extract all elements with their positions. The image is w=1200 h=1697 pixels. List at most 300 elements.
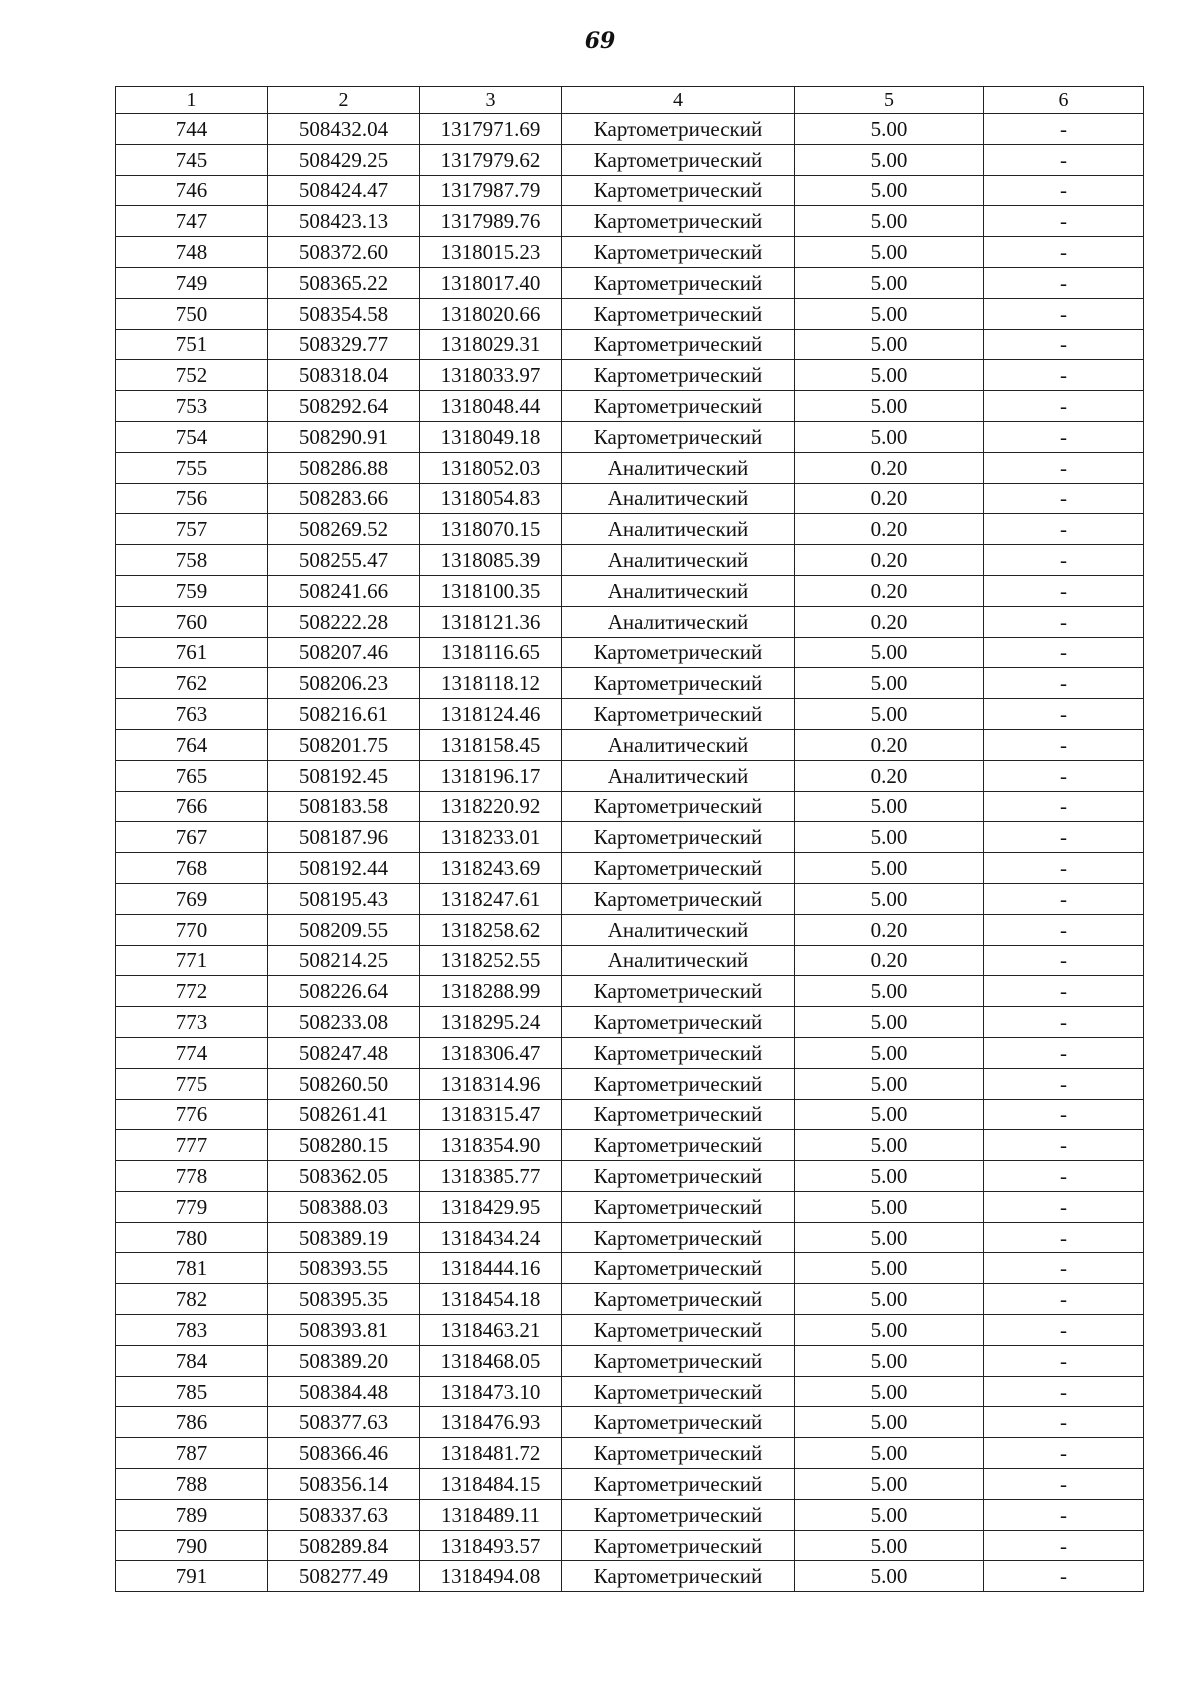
table-body xyxy=(116,114,1144,1592)
table-cell: 788 xyxy=(116,1469,268,1500)
table-cell: Аналитический xyxy=(562,760,795,791)
table-cell: Картометрический xyxy=(562,1530,795,1561)
table-cell: - xyxy=(984,606,1144,637)
table-cell: 5.00 xyxy=(795,421,984,452)
table-cell: 508261.41 xyxy=(268,1099,420,1130)
table-cell: 508192.45 xyxy=(268,760,420,791)
table-cell: Аналитический xyxy=(562,575,795,606)
table-cell: 761 xyxy=(116,637,268,668)
table-cell: 508393.55 xyxy=(268,1253,420,1284)
table-cell: 1317971.69 xyxy=(420,114,562,145)
table-cell: 508384.48 xyxy=(268,1376,420,1407)
table-cell: 508269.52 xyxy=(268,514,420,545)
table-cell: 1318481.72 xyxy=(420,1438,562,1469)
table-cell: 5.00 xyxy=(795,298,984,329)
table-cell: 5.00 xyxy=(795,1284,984,1315)
table-cell: Картометрический xyxy=(562,267,795,298)
table-cell: 0.20 xyxy=(795,575,984,606)
table-cell: - xyxy=(984,298,1144,329)
table-cell: 757 xyxy=(116,514,268,545)
table-cell: 774 xyxy=(116,1037,268,1068)
table-cell: 5.00 xyxy=(795,114,984,145)
table-row xyxy=(116,329,1144,360)
table-row xyxy=(116,1191,1144,1222)
table-cell: 508289.84 xyxy=(268,1530,420,1561)
table-cell: 508207.46 xyxy=(268,637,420,668)
table-cell: 1317989.76 xyxy=(420,206,562,237)
table-cell: 1318118.12 xyxy=(420,668,562,699)
table-row xyxy=(116,1284,1144,1315)
table-cell: - xyxy=(984,1315,1144,1346)
table-cell: Картометрический xyxy=(562,206,795,237)
table-cell: - xyxy=(984,853,1144,884)
table-cell: 508283.66 xyxy=(268,483,420,514)
column-header: 2 xyxy=(268,87,420,114)
table-cell: - xyxy=(984,914,1144,945)
table-row xyxy=(116,1253,1144,1284)
table-cell: 783 xyxy=(116,1315,268,1346)
table-cell: - xyxy=(984,1222,1144,1253)
table-cell: 1318444.16 xyxy=(420,1253,562,1284)
table-cell: Картометрический xyxy=(562,1499,795,1530)
table-cell: Картометрический xyxy=(562,883,795,914)
table-row xyxy=(116,452,1144,483)
table-cell: Картометрический xyxy=(562,114,795,145)
table-cell: 1318463.21 xyxy=(420,1315,562,1346)
table-cell: Картометрический xyxy=(562,1007,795,1038)
table-cell: 787 xyxy=(116,1438,268,1469)
table-cell: - xyxy=(984,267,1144,298)
table-cell: - xyxy=(984,1530,1144,1561)
table-row xyxy=(116,822,1144,853)
table-cell: Картометрический xyxy=(562,1037,795,1068)
table-cell: 508354.58 xyxy=(268,298,420,329)
table-cell: 508214.25 xyxy=(268,945,420,976)
table-cell: 5.00 xyxy=(795,1345,984,1376)
table-cell: 1318052.03 xyxy=(420,452,562,483)
table-cell: 508389.19 xyxy=(268,1222,420,1253)
table-cell: 508292.64 xyxy=(268,391,420,422)
table-cell: 1317979.62 xyxy=(420,144,562,175)
table-row xyxy=(116,1222,1144,1253)
table-cell: 1318116.65 xyxy=(420,637,562,668)
table-cell: 5.00 xyxy=(795,391,984,422)
table-cell: - xyxy=(984,668,1144,699)
table-row xyxy=(116,1315,1144,1346)
table-row xyxy=(116,206,1144,237)
table-cell: 1318048.44 xyxy=(420,391,562,422)
table-cell: 5.00 xyxy=(795,883,984,914)
table-row xyxy=(116,545,1144,576)
table-cell: 752 xyxy=(116,360,268,391)
table-cell: 764 xyxy=(116,729,268,760)
table-cell: - xyxy=(984,822,1144,853)
table-cell: 758 xyxy=(116,545,268,576)
table-cell: 508255.47 xyxy=(268,545,420,576)
table-cell: 760 xyxy=(116,606,268,637)
table-cell: Картометрический xyxy=(562,1407,795,1438)
table-cell: 1318196.17 xyxy=(420,760,562,791)
table-cell: 5.00 xyxy=(795,1130,984,1161)
table-row xyxy=(116,575,1144,606)
table-cell: 1318220.92 xyxy=(420,791,562,822)
table-cell: 508377.63 xyxy=(268,1407,420,1438)
table-cell: 1318158.45 xyxy=(420,729,562,760)
table-cell: 508201.75 xyxy=(268,729,420,760)
table-row xyxy=(116,699,1144,730)
table-row xyxy=(116,391,1144,422)
table-cell: 1318033.97 xyxy=(420,360,562,391)
table-cell: 508280.15 xyxy=(268,1130,420,1161)
table-cell: Картометрический xyxy=(562,175,795,206)
table-cell: 1318306.47 xyxy=(420,1037,562,1068)
table-cell: 5.00 xyxy=(795,1191,984,1222)
table-cell: 1318315.47 xyxy=(420,1099,562,1130)
table-cell: 1318258.62 xyxy=(420,914,562,945)
table-row xyxy=(116,791,1144,822)
table-cell: 778 xyxy=(116,1161,268,1192)
table-cell: 508206.23 xyxy=(268,668,420,699)
table-cell: 0.20 xyxy=(795,545,984,576)
table-cell: 1318314.96 xyxy=(420,1068,562,1099)
table-cell: 5.00 xyxy=(795,206,984,237)
table-cell: 5.00 xyxy=(795,1438,984,1469)
table-cell: 5.00 xyxy=(795,1530,984,1561)
table-cell: 745 xyxy=(116,144,268,175)
table-cell: Картометрический xyxy=(562,791,795,822)
table-cell: 754 xyxy=(116,421,268,452)
table-cell: 781 xyxy=(116,1253,268,1284)
table-cell: 1318085.39 xyxy=(420,545,562,576)
table-cell: 1318493.57 xyxy=(420,1530,562,1561)
table-row xyxy=(116,1345,1144,1376)
table-cell: - xyxy=(984,575,1144,606)
table-cell: 773 xyxy=(116,1007,268,1038)
table-cell: 5.00 xyxy=(795,976,984,1007)
table-cell: Картометрический xyxy=(562,1284,795,1315)
table-row xyxy=(116,760,1144,791)
table-cell: 0.20 xyxy=(795,606,984,637)
table-cell: 508429.25 xyxy=(268,144,420,175)
table-cell: 775 xyxy=(116,1068,268,1099)
table-cell: 5.00 xyxy=(795,267,984,298)
table-cell: 508183.58 xyxy=(268,791,420,822)
table-cell: 5.00 xyxy=(795,1037,984,1068)
table-cell: 1318473.10 xyxy=(420,1376,562,1407)
table-cell: 1318484.15 xyxy=(420,1469,562,1500)
table-row xyxy=(116,267,1144,298)
table-cell: 5.00 xyxy=(795,1469,984,1500)
table-cell: 508226.64 xyxy=(268,976,420,1007)
table-cell: 508187.96 xyxy=(268,822,420,853)
table-cell: 755 xyxy=(116,452,268,483)
table-cell: 508192.44 xyxy=(268,853,420,884)
table-cell: - xyxy=(984,1253,1144,1284)
table-cell: 5.00 xyxy=(795,791,984,822)
table-cell: 508389.20 xyxy=(268,1345,420,1376)
table-cell: 5.00 xyxy=(795,668,984,699)
table-cell: 508388.03 xyxy=(268,1191,420,1222)
table-cell: 786 xyxy=(116,1407,268,1438)
table-cell: 1318434.24 xyxy=(420,1222,562,1253)
table-cell: 1318494.08 xyxy=(420,1561,562,1592)
table-cell: 766 xyxy=(116,791,268,822)
table-row xyxy=(116,1161,1144,1192)
column-header: 5 xyxy=(795,87,984,114)
table-cell: 5.00 xyxy=(795,637,984,668)
table-cell: Аналитический xyxy=(562,545,795,576)
table-row xyxy=(116,668,1144,699)
table-cell: 753 xyxy=(116,391,268,422)
table-cell: 1318454.18 xyxy=(420,1284,562,1315)
table-cell: - xyxy=(984,1469,1144,1500)
table-cell: 1318017.40 xyxy=(420,267,562,298)
table-cell: 508247.48 xyxy=(268,1037,420,1068)
table-cell: 770 xyxy=(116,914,268,945)
table-cell: 5.00 xyxy=(795,360,984,391)
table-cell: Картометрический xyxy=(562,699,795,730)
table-cell: Аналитический xyxy=(562,483,795,514)
table-cell: 763 xyxy=(116,699,268,730)
table-cell: 785 xyxy=(116,1376,268,1407)
table-cell: Аналитический xyxy=(562,514,795,545)
table-cell: 508432.04 xyxy=(268,114,420,145)
table-cell: 508195.43 xyxy=(268,883,420,914)
table-cell: 789 xyxy=(116,1499,268,1530)
page-number: 69 xyxy=(584,28,616,54)
table-cell: Картометрический xyxy=(562,421,795,452)
table-cell: Картометрический xyxy=(562,391,795,422)
table-cell: 508356.14 xyxy=(268,1469,420,1500)
table-cell: Аналитический xyxy=(562,606,795,637)
table-cell: 508395.35 xyxy=(268,1284,420,1315)
table-cell: - xyxy=(984,976,1144,1007)
table-cell: - xyxy=(984,483,1144,514)
table-cell: 508423.13 xyxy=(268,206,420,237)
table-row xyxy=(116,1438,1144,1469)
table-cell: 508277.49 xyxy=(268,1561,420,1592)
table-row xyxy=(116,976,1144,1007)
table-cell: 508290.91 xyxy=(268,421,420,452)
column-header: 6 xyxy=(984,87,1144,114)
table-cell: 5.00 xyxy=(795,1068,984,1099)
table-cell: 762 xyxy=(116,668,268,699)
table-cell: Картометрический xyxy=(562,298,795,329)
table-row xyxy=(116,729,1144,760)
table-cell: - xyxy=(984,760,1144,791)
table-cell: 508260.50 xyxy=(268,1068,420,1099)
table-cell: 5.00 xyxy=(795,329,984,360)
table-cell: Аналитический xyxy=(562,452,795,483)
table-cell: - xyxy=(984,514,1144,545)
table-cell: 1318121.36 xyxy=(420,606,562,637)
table-cell: 1318124.46 xyxy=(420,699,562,730)
table-cell: Картометрический xyxy=(562,976,795,1007)
table-row xyxy=(116,360,1144,391)
table-cell: Картометрический xyxy=(562,237,795,268)
column-header: 3 xyxy=(420,87,562,114)
table-cell: 5.00 xyxy=(795,1099,984,1130)
table-cell: 779 xyxy=(116,1191,268,1222)
table-cell: 508222.28 xyxy=(268,606,420,637)
table-cell: 508393.81 xyxy=(268,1315,420,1346)
column-header: 4 xyxy=(562,87,795,114)
table-cell: 780 xyxy=(116,1222,268,1253)
table-cell: Картометрический xyxy=(562,1438,795,1469)
table-row xyxy=(116,144,1144,175)
table-cell: Картометрический xyxy=(562,1469,795,1500)
table-cell: 1318288.99 xyxy=(420,976,562,1007)
table-row xyxy=(116,914,1144,945)
table-row xyxy=(116,1376,1144,1407)
table-cell: 5.00 xyxy=(795,1007,984,1038)
table-cell: - xyxy=(984,1407,1144,1438)
table-cell: 5.00 xyxy=(795,175,984,206)
table-cell: 0.20 xyxy=(795,760,984,791)
table-cell: 1318247.61 xyxy=(420,883,562,914)
table-cell: 1318100.35 xyxy=(420,575,562,606)
table-cell: 5.00 xyxy=(795,1161,984,1192)
table-cell: 1317987.79 xyxy=(420,175,562,206)
table-cell: - xyxy=(984,329,1144,360)
table-row xyxy=(116,1099,1144,1130)
table-cell: Картометрический xyxy=(562,1099,795,1130)
table-row xyxy=(116,1499,1144,1530)
table-cell: Картометрический xyxy=(562,637,795,668)
table-cell: 5.00 xyxy=(795,144,984,175)
table-row xyxy=(116,114,1144,145)
table-cell: 0.20 xyxy=(795,452,984,483)
table-row xyxy=(116,883,1144,914)
table-cell: 1318015.23 xyxy=(420,237,562,268)
table-cell: - xyxy=(984,175,1144,206)
table-row xyxy=(116,853,1144,884)
table-cell: 1318354.90 xyxy=(420,1130,562,1161)
table-cell: 5.00 xyxy=(795,1315,984,1346)
table-cell: 768 xyxy=(116,853,268,884)
table-row xyxy=(116,637,1144,668)
table-cell: 508424.47 xyxy=(268,175,420,206)
table-cell: Картометрический xyxy=(562,1068,795,1099)
table-cell: 776 xyxy=(116,1099,268,1130)
table-cell: - xyxy=(984,1099,1144,1130)
table-cell: 1318429.95 xyxy=(420,1191,562,1222)
table-cell: - xyxy=(984,237,1144,268)
table-cell: 5.00 xyxy=(795,699,984,730)
table-cell: 1318476.93 xyxy=(420,1407,562,1438)
table-cell: - xyxy=(984,1284,1144,1315)
table-cell: 1318233.01 xyxy=(420,822,562,853)
table-cell: 1318295.24 xyxy=(420,1007,562,1038)
table-cell: 782 xyxy=(116,1284,268,1315)
table-cell: - xyxy=(984,144,1144,175)
table-cell: 508362.05 xyxy=(268,1161,420,1192)
table-cell: 508209.55 xyxy=(268,914,420,945)
table-row xyxy=(116,1068,1144,1099)
table-cell: - xyxy=(984,791,1144,822)
table-cell: 744 xyxy=(116,114,268,145)
table-cell: Картометрический xyxy=(562,1253,795,1284)
table-cell: 746 xyxy=(116,175,268,206)
table-cell: Картометрический xyxy=(562,1161,795,1192)
table-row xyxy=(116,175,1144,206)
table-cell: Картометрический xyxy=(562,668,795,699)
column-header: 1 xyxy=(116,87,268,114)
table-cell: Картометрический xyxy=(562,822,795,853)
table-cell: 765 xyxy=(116,760,268,791)
table-cell: 508337.63 xyxy=(268,1499,420,1530)
table-cell: - xyxy=(984,1130,1144,1161)
table-cell: 0.20 xyxy=(795,914,984,945)
table-cell: - xyxy=(984,391,1144,422)
table-row xyxy=(116,1407,1144,1438)
table-cell: 5.00 xyxy=(795,1253,984,1284)
table-cell: 1318252.55 xyxy=(420,945,562,976)
table-cell: 0.20 xyxy=(795,945,984,976)
table-cell: 759 xyxy=(116,575,268,606)
table-cell: 5.00 xyxy=(795,1407,984,1438)
table-cell: 5.00 xyxy=(795,853,984,884)
table-cell: 772 xyxy=(116,976,268,1007)
table-cell: 769 xyxy=(116,883,268,914)
table-cell: 751 xyxy=(116,329,268,360)
table-cell: Картометрический xyxy=(562,1130,795,1161)
table-cell: - xyxy=(984,729,1144,760)
table-row xyxy=(116,483,1144,514)
table-row xyxy=(116,1130,1144,1161)
table-cell: 508366.46 xyxy=(268,1438,420,1469)
table-cell: Аналитический xyxy=(562,914,795,945)
table-cell: 5.00 xyxy=(795,822,984,853)
table-cell: Картометрический xyxy=(562,1561,795,1592)
table-cell: - xyxy=(984,1561,1144,1592)
table-cell: Картометрический xyxy=(562,1315,795,1346)
table-cell: Картометрический xyxy=(562,1345,795,1376)
table-cell: 791 xyxy=(116,1561,268,1592)
table-cell: 508329.77 xyxy=(268,329,420,360)
table-cell: Картометрический xyxy=(562,1191,795,1222)
table-row xyxy=(116,945,1144,976)
table-row xyxy=(116,1007,1144,1038)
table-cell: 5.00 xyxy=(795,1376,984,1407)
table-cell: 1318049.18 xyxy=(420,421,562,452)
table-cell: Картометрический xyxy=(562,329,795,360)
table-cell: 1318243.69 xyxy=(420,853,562,884)
table-cell: - xyxy=(984,360,1144,391)
table-cell: 1318489.11 xyxy=(420,1499,562,1530)
table-cell: Картометрический xyxy=(562,360,795,391)
table-cell: - xyxy=(984,699,1144,730)
table-cell: - xyxy=(984,206,1144,237)
table-cell: 1318029.31 xyxy=(420,329,562,360)
table-cell: 508286.88 xyxy=(268,452,420,483)
table-cell: - xyxy=(984,637,1144,668)
table-cell: - xyxy=(984,1007,1144,1038)
table-cell: 747 xyxy=(116,206,268,237)
table-cell: 0.20 xyxy=(795,514,984,545)
table-header-row xyxy=(116,87,1144,114)
table-row xyxy=(116,514,1144,545)
table-cell: 5.00 xyxy=(795,1222,984,1253)
table-cell: 508318.04 xyxy=(268,360,420,391)
table-row xyxy=(116,1561,1144,1592)
table-cell: - xyxy=(984,1161,1144,1192)
table-cell: 508241.66 xyxy=(268,575,420,606)
table-cell: 756 xyxy=(116,483,268,514)
table-cell: 508233.08 xyxy=(268,1007,420,1038)
table-row xyxy=(116,298,1144,329)
table-cell: - xyxy=(984,945,1144,976)
